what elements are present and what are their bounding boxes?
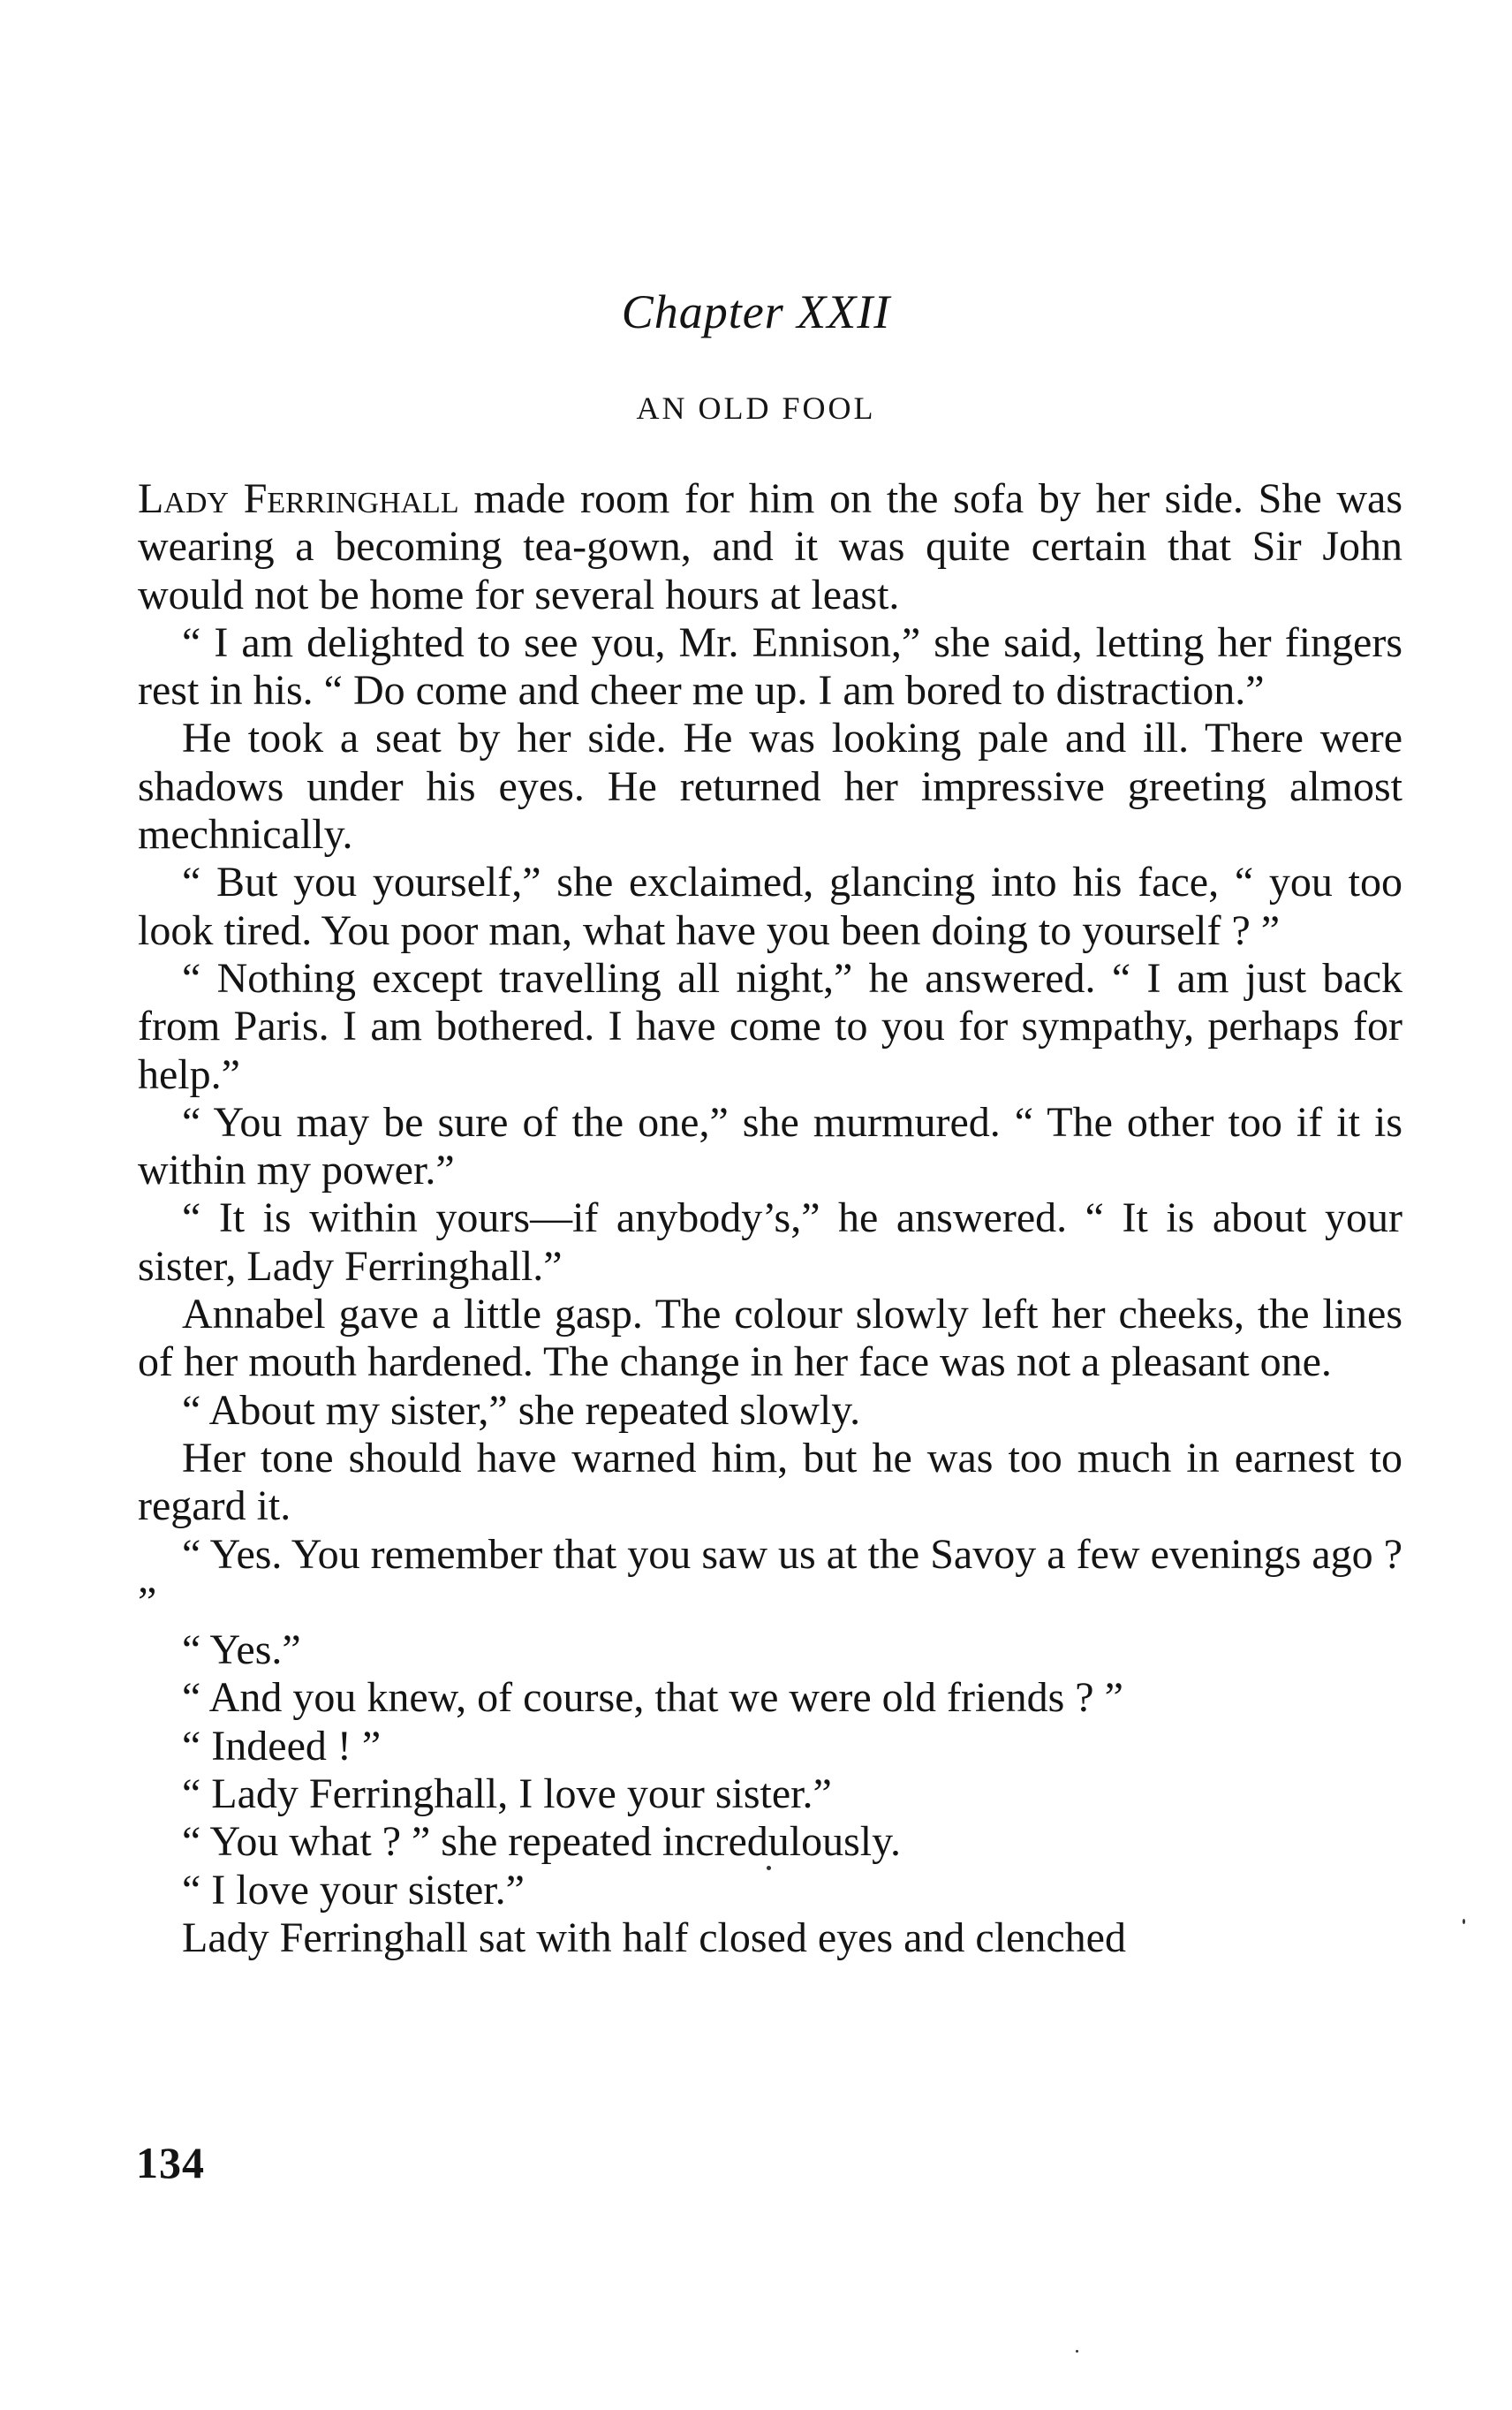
body-text bbox=[138, 475, 1402, 1962]
paragraph: “ I love your sister.” bbox=[182, 1866, 525, 1914]
paragraph: “ You what ? ” she repeated incredulously. bbox=[182, 1818, 901, 1866]
paper-speck bbox=[1076, 2350, 1078, 2353]
paragraph: “ But you yourself,” she exclaimed, glancing into his face, “ you too look tired. You poor man, what have you been doing to yourself ? ” bbox=[138, 859, 1402, 954]
paragraph: “ About my sister,” she repeated slowly. bbox=[182, 1386, 861, 1434]
opening-paragraph bbox=[138, 475, 1402, 619]
paragraph: He took a seat by her side. He was looking pale and ill. There were shadows under his eyes. He returned her impressive greeting almost mechnically. bbox=[138, 715, 1402, 859]
paragraph: “ Yes.” bbox=[182, 1626, 301, 1674]
paragraph: “ Indeed ! ” bbox=[182, 1722, 382, 1770]
paragraph: Lady Ferringhall sat with half closed eyes and clenched bbox=[182, 1914, 1126, 1961]
paragraph: “ And you knew, of course, that we were old friends ? ” bbox=[182, 1674, 1123, 1722]
paragraph: “ Yes. You remember that you saw us at the Savoy a few evenings ago ? ” bbox=[138, 1530, 1402, 1626]
opening-text: made room for him on the sofa by her side. She was wearing a becoming tea-gown, and it was quite certain that Sir John would not be home for several hours at least. bbox=[138, 475, 1402, 618]
page-number: 134 bbox=[136, 2138, 205, 2187]
paper-speck bbox=[1463, 1919, 1465, 1924]
opening-name: Lady Ferringhall bbox=[138, 475, 459, 522]
paragraph: Her tone should have warned him, but he was too much in earnest to regard it. bbox=[138, 1434, 1402, 1530]
paragraph: “ I am delighted to see you, Mr. Ennison,” she said, letting her fingers rest in his. “ Do come and cheer me up. I am bored to distraction.” bbox=[138, 618, 1402, 715]
paragraph: “ You may be sure of the one,” she murmured. “ The other too if it is within my power.” bbox=[138, 1098, 1402, 1194]
chapter-title: Chapter XXII bbox=[621, 285, 891, 338]
paper-speck bbox=[767, 1866, 771, 1870]
paragraph: “ Nothing except travelling all night,” he answered. “ I am just back from Paris. I am bothered. I have come to you for sympathy, perhaps for help.” bbox=[138, 954, 1402, 1098]
paragraph: “ Lady Ferringhall, I love your sister.” bbox=[182, 1770, 832, 1818]
paragraph: “ It is within yours—if anybody’s,” he answered. “ It is about your sister, Lady Ferringhall.” bbox=[138, 1194, 1402, 1290]
paragraph: Annabel gave a little gasp. The colour slowly left her cheeks, the lines of her mouth hardened. The change in her face was not a pleasant one. bbox=[138, 1291, 1402, 1386]
chapter-subtitle: AN OLD FOOL bbox=[636, 390, 876, 426]
